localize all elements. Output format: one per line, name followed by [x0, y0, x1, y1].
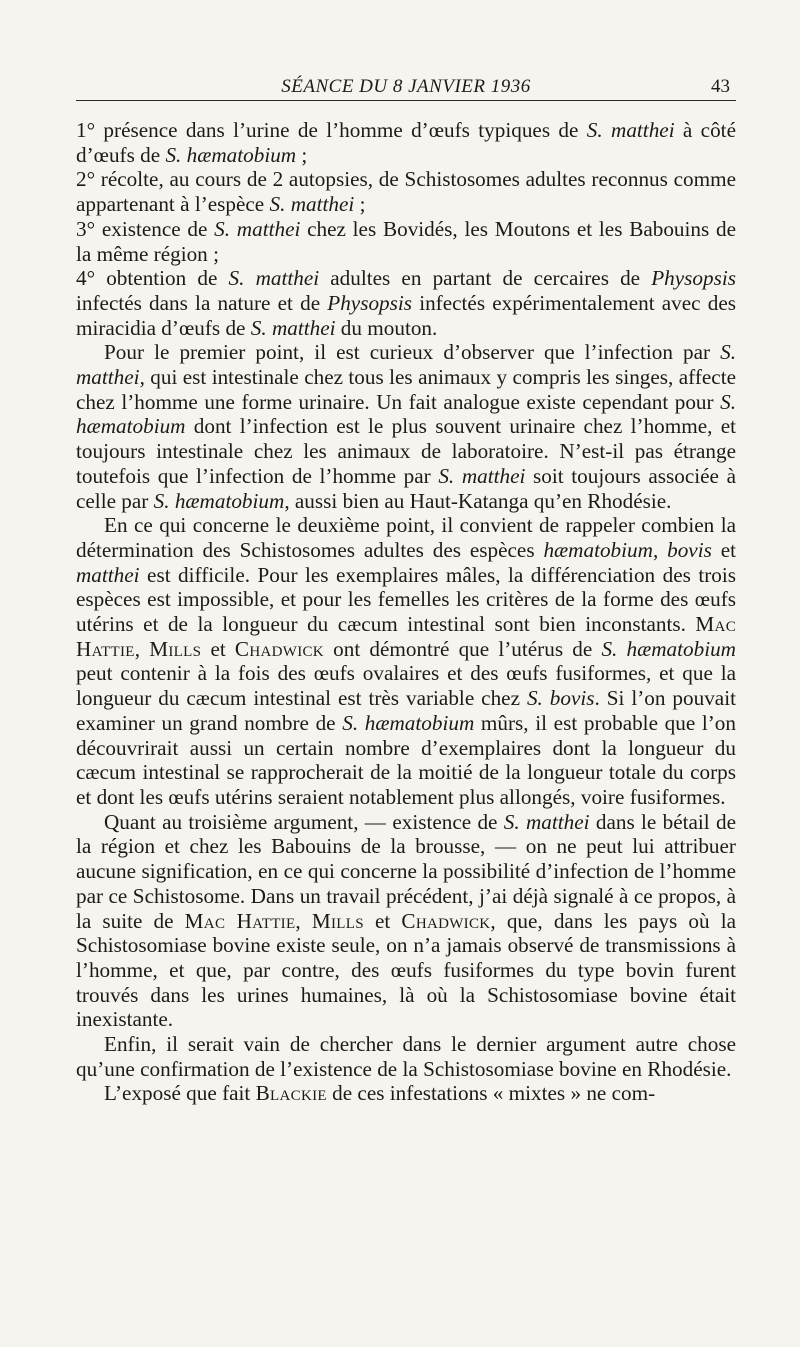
- text-run: peut contenir à la fois des œufs ovalaires et des œufs fusiformes, et que la longueur du cæcum intestinal est très variable chez: [76, 661, 736, 711]
- text-run: à côté d’œufs de: [76, 118, 736, 167]
- text-run: du mouton.: [335, 315, 438, 340]
- italic-term: S. hæmatobium: [76, 389, 736, 439]
- italic-term: S. matthei: [438, 463, 526, 488]
- italic-term: S. hæmatobium: [165, 142, 297, 167]
- text-run: 2° récolte, au cours de 2 autopsies, de Schistosomes adultes reconnus comme appartenant à l’espèce: [76, 167, 736, 217]
- author-name: Mac Hattie: [76, 612, 736, 661]
- text-run: L’exposé que fait: [104, 1081, 256, 1106]
- italic-term: S. matthei: [586, 118, 675, 142]
- author-name: Blackie: [255, 1081, 327, 1106]
- author-name: Mills: [311, 908, 364, 933]
- text-run: ont démontré que l’utérus de: [323, 636, 602, 661]
- author-name: Mac Hattie: [184, 908, 296, 933]
- text-run: et: [201, 636, 235, 661]
- text-run: adultes en partant de cercaires de: [319, 266, 652, 291]
- text-run: chez les Bovidés, les Moutons et les Babouins de la même région ;: [76, 216, 736, 266]
- text-run: 4° obtention de: [76, 266, 229, 291]
- text-run: 1° présence dans l’urine de l’homme d’œufs typiques de: [76, 118, 587, 142]
- text-run: . Si l’on pouvait examiner un grand nombre de: [76, 686, 736, 735]
- text-run: dont l’infection est le plus souvent urinaire chez l’homme, et toujours intestinale chez les animaux de laboratoire. N’est-il pas étrange toutefois que l’infection de l’homme par: [76, 414, 736, 488]
- italic-term: matthei: [76, 562, 140, 587]
- text-run: Pour le premier point, il est curieux d’observer que l’infection par: [104, 340, 721, 365]
- italic-term: S. hæmatobium: [342, 710, 475, 735]
- text-run: soit toujours associée à celle par: [76, 463, 736, 513]
- text-run: de ces infestations « mixtes » ne com-: [326, 1081, 656, 1106]
- italic-term: S. hæmatobium: [601, 636, 736, 661]
- text-run: mûrs, il est probable que l’on découvrirait aussi un certain nombre d’exemplaires dont la longueur du cæcum intestinal se rapprocherait de la moitié de la longueur totale du corps et dont les œufs utérins seraient notablement plus allongés, voire fusiformes.: [76, 710, 736, 809]
- text-run: et: [711, 537, 737, 562]
- list-item-3: [76, 217, 736, 266]
- text-run: 3° existence de: [76, 216, 215, 241]
- text-run: , aussi bien au Haut-Katanga qu’en Rhodésie.: [284, 488, 672, 513]
- body-text: [76, 118, 736, 1106]
- list-item-1: [76, 118, 736, 167]
- author-name: Mills: [149, 636, 202, 661]
- text-run: et: [363, 908, 402, 933]
- italic-term: Physopsis: [327, 290, 413, 315]
- text-run: ;: [354, 192, 366, 217]
- running-title: SÉANCE DU 8 JANVIER 1936: [281, 76, 531, 97]
- page-number: 43: [711, 76, 730, 97]
- text-run: Quant au troisième argument, — existence de: [104, 809, 504, 834]
- italic-term: S. matthei: [214, 216, 301, 241]
- italic-term: S. matthei: [228, 266, 320, 291]
- paragraph-first-point: [76, 340, 736, 513]
- text-run: ;: [296, 142, 308, 167]
- italic-term: hæmatobium: [543, 537, 653, 562]
- italic-term: bovis: [667, 537, 712, 562]
- text-run: est difficile. Pour les exemplaires mâles, la différenciation des trois espèces est impossible, et pour les femelles les critères de la forme des œufs utérins et de la longueur du cæcum intestinal sont bien inconstants.: [76, 562, 736, 637]
- list-item-4: [76, 266, 736, 340]
- text-run: En ce qui concerne le deuxième point, il convient de rappeler combien la détermination des Schistosomes adultes des espèces: [76, 513, 736, 562]
- italic-term: S. matthei: [269, 192, 355, 217]
- paragraph-third-argument: [76, 810, 736, 1032]
- italic-term: S. matthei: [250, 315, 336, 340]
- running-header: [76, 74, 736, 101]
- author-name: Chadwick: [401, 908, 491, 933]
- italic-term: S. matthei: [503, 809, 590, 834]
- author-name: Chadwick: [234, 636, 324, 661]
- italic-term: S. hæmatobium: [153, 488, 285, 513]
- text-run: infectés dans la nature et de: [76, 290, 328, 315]
- paragraph-blackie: [76, 1081, 736, 1106]
- text-run: dans le bétail de la région et chez les Babouins de la brousse, — on ne peut lui attribuer aucune signification, en ce qui concerne la possibilité d’infection de l’homme par ce Schistosome. Dans un travail précédent, j’ai déjà signalé à ce propos, à la suite de: [76, 809, 736, 933]
- text-run: ,: [134, 636, 150, 661]
- italic-term: Physopsis: [651, 266, 736, 291]
- text-run: infectés expérimentalement avec des miracidia d’œufs de: [76, 290, 736, 340]
- text-run: ,: [295, 908, 312, 933]
- text-run: , qui est intestinale chez tous les animaux y compris les singes, affecte chez l’homme une forme urinaire. Un fait analogue existe cependant pour: [76, 365, 736, 414]
- text-run: ,: [652, 537, 668, 562]
- italic-term: S. bovis: [526, 686, 595, 711]
- text-run: , que, dans les pays où la Schistosomiase bovine existe seule, on n’a jamais observé de transmissions à l’homme, et que, par contre, des œufs fusiformes du type bovin furent trouvés dans les urines humaines, là où la Schistosomiase bovine était inexistante.: [76, 908, 737, 1032]
- list-item-2: [76, 167, 736, 216]
- paragraph-second-point: [76, 513, 736, 809]
- paragraph-last-argument: [76, 1032, 736, 1081]
- text-run: Enfin, il serait vain de chercher dans le dernier argument autre chose qu’une confirmation de l’existence de la Schistosomiase bovine en Rhodésie.: [76, 1032, 736, 1081]
- italic-term: S. matthei: [76, 340, 736, 390]
